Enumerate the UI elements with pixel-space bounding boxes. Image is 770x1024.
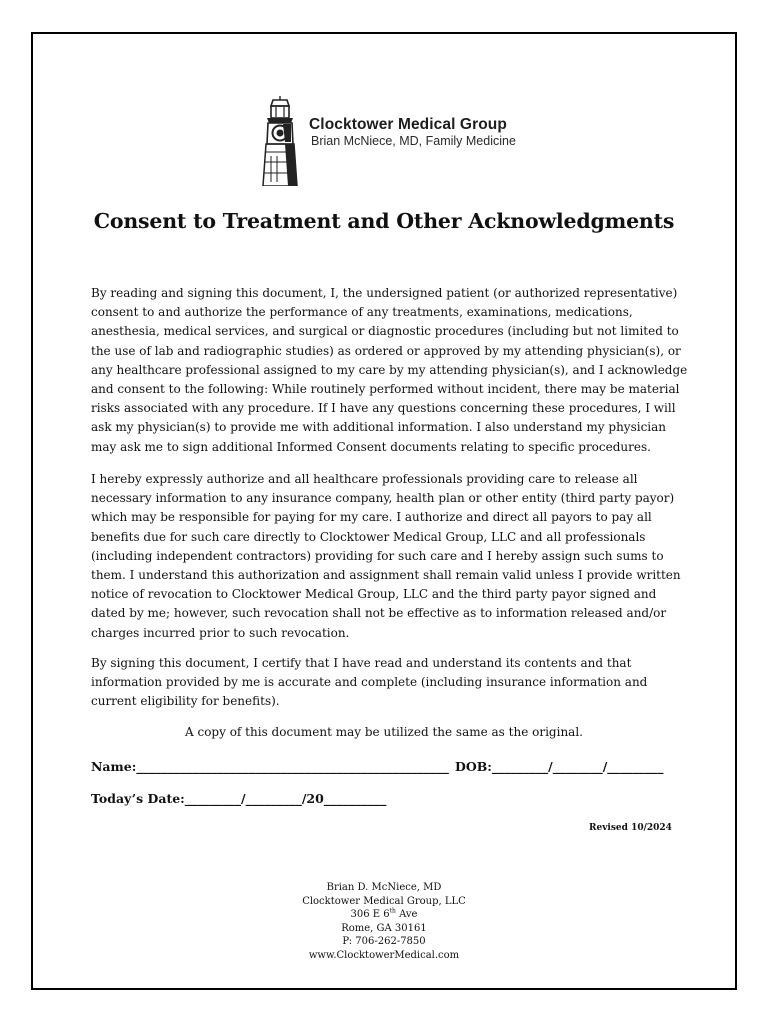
footer-city: Rome, GA 30161 — [341, 922, 427, 934]
footer-company: Clocktower Medical Group, LLC — [302, 895, 466, 907]
authorization-paragraph — [91, 470, 691, 643]
brand-name: Clocktower Medical Group — [309, 116, 507, 133]
name-blank[interactable]: __________________________________________________ — [136, 759, 449, 774]
footer-doctor: Brian D. McNiece, MD — [326, 882, 442, 893]
practice-name: Brian McNiece, MD, Family Medicine — [311, 134, 516, 148]
clocktower-icon — [253, 96, 307, 186]
footer-phone: P: 706-262-7850 — [342, 936, 426, 948]
paragraph-text: I hereby expressly authorize and all healthcare professionals providing care to release all necessary information to any insurance company, health plan or other entity (third party payor) which may be responsible for paying for my care. I authorize and direct all payors to pay all benefits due for such care directly to Clocktower Medical Group, LLC and all professionals (including independent contractors) providing for such care and I hereby assign such sums to them. I understand this authorization and assignment shall remain valid unless I provide written notice of revocation to Clocktower Medical Group, LLC and the third party payor signed and dated by me; however, such revocation shall not be effective as to information released and/or charges incurred prior to such revocation. — [91, 472, 681, 640]
consent-paragraph — [91, 284, 691, 457]
dob-label: DOB: — [455, 759, 492, 774]
consent-form-page — [31, 32, 737, 990]
footer-street — [33, 908, 735, 922]
certification-paragraph — [91, 654, 691, 712]
street-sup: th — [389, 907, 396, 915]
logo — [253, 96, 553, 186]
street-suffix: Ave — [395, 909, 418, 921]
todays-date-blank[interactable]: _________/_________/20__________ — [184, 791, 387, 806]
footer-website[interactable]: www.ClocktowerMedical.com — [308, 949, 460, 961]
dob-field[interactable] — [455, 759, 664, 774]
paragraph-text: By reading and signing this document, I, the undersigned patient (or authorized representative) consent to and authorize the performance of any treatments, examinations, medications, anesthesia, medical services, and surgical or diagnostic procedures (including but not limited to the use of lab and radiographic studies) as ordered or approved by my attending physician(s), or any healthcare professional assigned to my care by my attending physician(s), and I acknowledge and consent to the following: While routinely performed without incident, there may be material risks associated with any procedure. If I have any questions concerning these procedures, I will ask my physician(s) to provide me with additional information. I also understand my physician may ask me to sign additional Informed Consent documents relating to specific procedures. — [91, 286, 688, 454]
document-title: Consent to Treatment and Other Acknowledgments — [93, 209, 675, 233]
revised-date: Revised 10/2024 — [589, 823, 672, 833]
name-field[interactable] — [91, 759, 449, 774]
todays-date-label: Today’s Date: — [91, 791, 185, 806]
paragraph-text: By signing this document, I certify that I have read and understand its contents and that information provided by me is accurate and complete (including insurance information and current eligibility for benefits). — [91, 656, 648, 709]
footer-address — [33, 881, 735, 963]
street-number: 306 E 6 — [350, 909, 390, 921]
dob-blank[interactable]: _________/________/_________ — [491, 759, 664, 774]
todays-date-field[interactable] — [91, 791, 386, 806]
name-label: Name: — [91, 759, 137, 774]
copy-note: A copy of this document may be utilized the same as the original. — [185, 725, 583, 739]
